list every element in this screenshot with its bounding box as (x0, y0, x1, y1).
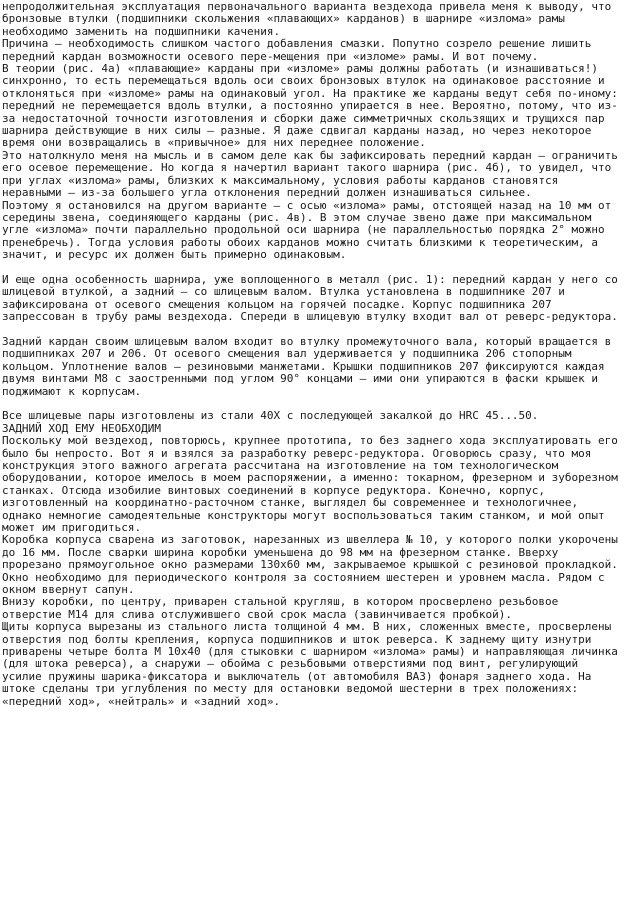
paragraph-variant: Поэтому я остановился на другом варианте — с осью «излома» рамы, отстоящей назад на 10 мм от середины звена, соединяющего карданы (рис. 4в). В этом случае звено даже при максимальном угле «излома» почти параллельно продольной оси шарнира (не параллельностью порядка 2° можно пренебречь). Тогда условия работы обоих карданов можно считать близкими к теоретическим, а значит, и ресурс их должен быть примерно одинаковым. (2, 198, 618, 262)
paragraph-theory: В теории (рис. 4а) «плавающие» карданы при «изломе» рамы должны работать (и изнашиваться!) синхронно, то есть перемещаться вдоль оси своих бронзовых втулок на одинаковое расстояние и отклоняться при «изломе» рамы на одинаковый угол. На практике же карданы ведут себя по-иному: передний не перемещается вдоль втулки, а постоянно упирается в нее. Вероятно, потому, что из-за недостаточной точности изготовления и сборки даже симметричных скользящих и трущихся пар шарнира действующие в них силы — разные. Я даже сдвигал карданы назад, но через некоторое время они возвращались в «привычное» для них переднее положение. (2, 62, 625, 150)
paragraph-intro: непродолжительная эксплуатация первоначального варианта вездехода привела меня к выводу, что бронзовые втулки (подшипники скольжения «плавающих» карданов) в шарнире «излома» рамы необходимо заменить на подшипники качения. (2, 0, 618, 38)
paragraph-reason: Причина — необходимость слишком частого добавления смазки. Попутно созрело решение лишить передний кардан возможности осевого пере-мещения при «изломе» рамы. И вот почему. (2, 37, 599, 63)
paragraph-splines: Все шлицевые пары изготовлены из стали 40Х с последующей закалкой до HRC 45...50. (2, 409, 539, 423)
paragraph-idea: Это натолкнуло меня на мысль и в самом деле как бы зафиксировать передний кардан — ограничить его осевое перемещение. Но когда я начертил вариант такого шарнира (рис. 4б), то увидел, что при углах «излома» рамы, близких к максимальному, условия работы карданов становятся неравными — из-за большего угла отклонения передний должен изнашиваться сильнее. (2, 148, 625, 200)
section-heading: ЗАДНИЙ ХОД ЕМУ НЕОБХОДИМ (2, 421, 161, 435)
paragraph-hinge-feature: И еще одна особенность шарнира, уже воплощенного в металл (рис. 1): передний кардан у него со шлицевой втулкой, а задний — со шлицевым валом. Втулка установлена в подшипнике 207 и зафиксирована от осевого смещения кольцом на горячей посадке. Корпус подшипника 207 запрессован в трубу рамы вездехода. Спереди в шлицевую втулку входит вал от реверс-редуктора. (2, 272, 625, 324)
paragraph-reverse-gear: Поскольку мой вездеход, повторюсь, крупнее прототипа, то без заднего хода эксплуатировать его было бы непросто. Вот я и взялся за разработку реверс-редуктора. Оговорюсь сразу, что моя конструкция этого важного агрегата рассчитана на изготовление на том технологическом оборудовании, которое имелось в моем распоряжении, а именно: токарном, фрезерном и зуборезном станках. Отсюда изобилие винтовых соединений в корпусе редуктора. Конечно, корпус, изготовленный на координатно-расточном станке, выглядел бы современнее и технологичнее, однако немногие самодеятельные конструкторы могут воспользоваться таким станком, и мой опыт может им пригодиться. (2, 434, 625, 535)
paragraph-rear-cardan: Задний кардан своим шлицевым валом входит во втулку промежуточного вала, который вращается в подшипниках 207 и 206. От осевого смещения вал удерживается у подшипника 206 стопорным кольцом. Уплотнение валов — резиновыми манжетами. Крышки подшипников 207 фиксируются каждая двумя винтами М8 с заостренными под углом 90° концами — ими они упираются в фаски крышек и поджимают к корпусам. (2, 334, 618, 398)
paragraph-shields: Щиты корпуса вырезаны из стального листа толщиной 4 мм. В них, сложенных вместе, просверлены отверстия под болты крепления, корпуса подшипников и шток реверса. К заднему щиту изнутри приварены четыре болта М 10х40 (для стыковки с шарниром «излома» рамы) и направляющая личинка (для штока реверса), а снаружи — обойма с резьбовыми отверстиями под винт, регулирующий усилие пружины шарика-фиксатора и выключатель (от автомобиля ВАЗ) фонаря заднего хода. На штоке сделаны три углубления по месту для остановки ведомой шестерни в трех положениях: «передний ход», «нейтраль» и «задний ход». (2, 620, 625, 708)
paragraph-housing-box: Коробка корпуса сварена из заготовок, нарезанных из швеллера № 10, у которого полки укорочены до 16 мм. После сварки ширина коробки уменьшена до 98 мм на фрезерном станке. Вверху прорезано прямоугольное окно размерами 130х60 мм, закрываемое крышкой с резиновой прокладкой. Окно необходимо для периодического контроля за состоянием шестерен и уровнем масла. Рядом с окном ввернут сапун. (2, 533, 625, 597)
paragraph-drain: Внизу коробки, по центру, приварен стальной кругляш, в котором просверлено резьбовое отверстие М14 для слива отслужившего свой срок масла (завинчивается пробкой). (2, 595, 565, 621)
